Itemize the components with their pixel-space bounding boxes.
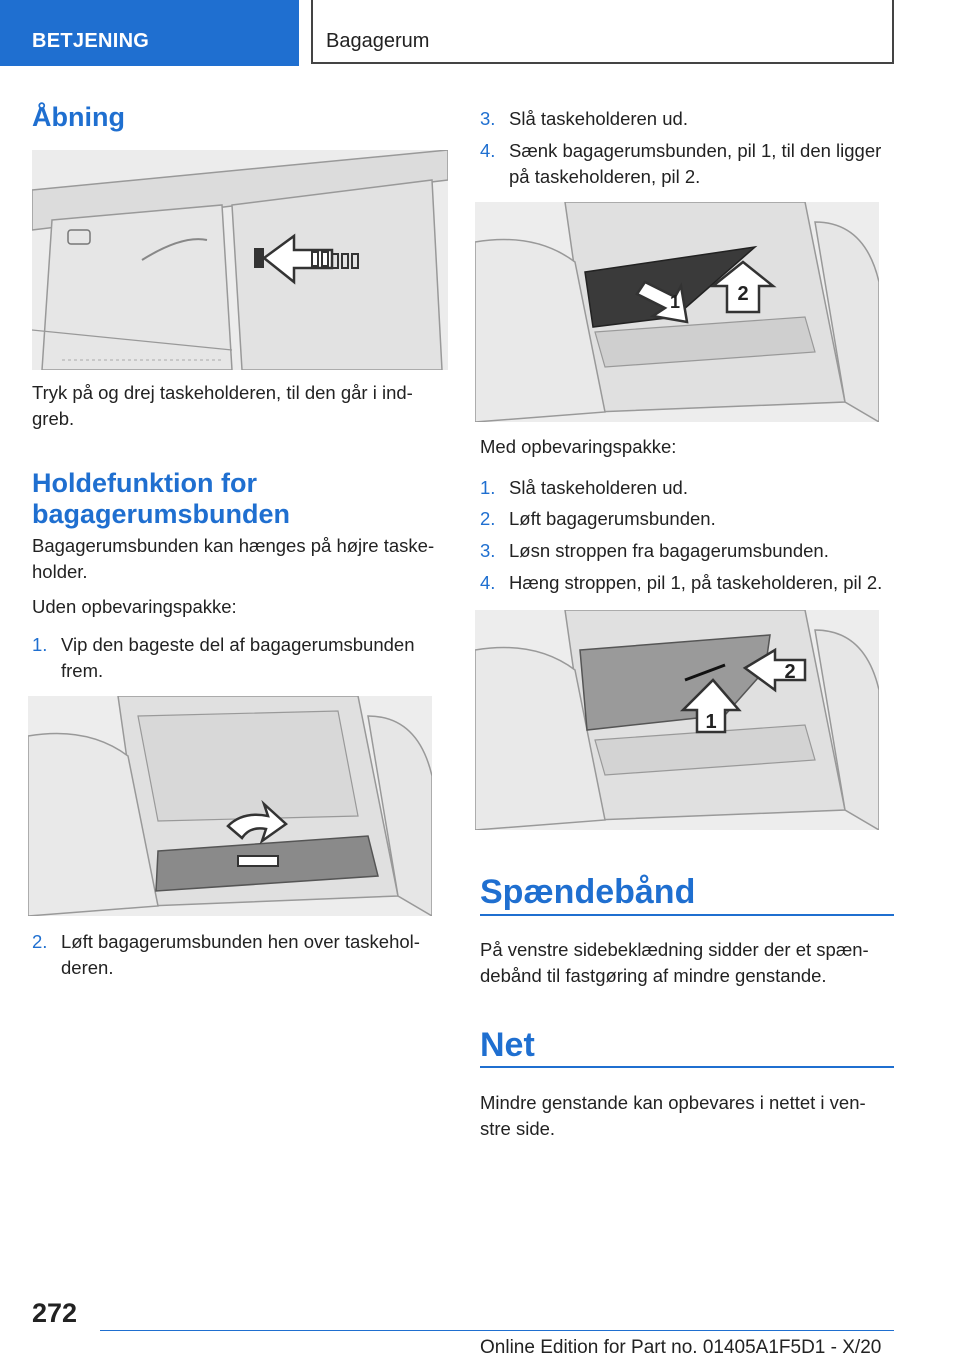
figure-callout-1: 1 — [669, 292, 681, 312]
illustration-trunk-floor-lowered — [475, 202, 879, 422]
step-number: 2. — [480, 508, 496, 529]
heading-underline — [480, 1066, 894, 1068]
heading-hold-function — [32, 468, 290, 530]
heading-open: Åbning — [32, 102, 125, 132]
heading-net: Net — [480, 1026, 535, 1064]
illustration-trunk-strap — [475, 610, 879, 830]
figure-bag-holder-open — [32, 150, 448, 370]
step-number: 1. — [32, 634, 48, 655]
paragraph-open-instructions — [32, 380, 452, 432]
paragraph-net — [480, 1090, 900, 1142]
paragraph-line: holder. — [32, 561, 88, 582]
step-text: Løsn stroppen fra bagagerumsbunden. — [509, 540, 829, 561]
step-number: 3. — [480, 108, 496, 129]
illustration-trunk-side-panel — [32, 150, 448, 370]
step-line: deren. — [61, 957, 114, 978]
step-text: Hæng stroppen, pil 1, på taskeholderen, pil 2. — [509, 572, 883, 593]
step-text — [61, 929, 451, 981]
figure-hang-strap — [475, 610, 879, 830]
step-line: frem. — [61, 660, 104, 681]
footer-divider — [100, 1330, 894, 1331]
step-text — [61, 632, 451, 684]
heading-underline — [480, 914, 894, 916]
heading-line: Holdefunktion for — [32, 468, 257, 498]
step-number: 3. — [480, 540, 496, 561]
figure-lower-floor — [475, 202, 879, 422]
paragraph-line: Mindre genstande kan opbevares i nettet i ven- — [480, 1092, 866, 1113]
paragraph-hold-description — [32, 533, 452, 585]
paragraph-line: stre side. — [480, 1118, 556, 1139]
paragraph-with-package: Med opbevaringspakke: — [480, 436, 677, 457]
figure-tilt-floor — [28, 696, 432, 916]
header-chapter-label: Bagagerum — [326, 30, 430, 52]
step-line: på taskeholderen, pil 2. — [509, 166, 701, 187]
step-text: Løft bagagerumsbunden. — [509, 508, 716, 529]
paragraph-without-package: Uden opbevaringspakke: — [32, 596, 237, 617]
page-number: 272 — [32, 1298, 78, 1328]
step-number: 4. — [480, 140, 496, 161]
paragraph-line: På venstre sidebeklædning sidder der et spæn- — [480, 939, 869, 960]
paragraph-strap — [480, 937, 900, 989]
step-text: Slå taskeholderen ud. — [509, 108, 688, 129]
heading-line: bagagerumsbunden — [32, 499, 291, 529]
paragraph-line: Tryk på og drej taskeholderen, til den går i ind- — [32, 382, 413, 403]
figure-callout-1: 1 — [705, 711, 717, 733]
step-line: Løft bagagerumsbunden hen over taskehol- — [61, 931, 420, 952]
header-section-tab — [0, 0, 299, 66]
step-number: 1. — [480, 477, 496, 498]
step-text: Slå taskeholderen ud. — [509, 477, 688, 498]
step-line: Sænk bagagerumsbunden, pil 1, til den ligger — [509, 140, 882, 161]
step-number: 2. — [32, 931, 48, 952]
header-chapter-box — [311, 0, 894, 64]
footer-edition: Online Edition for Part no. 01405A1F5D1 - X/20 — [480, 1337, 882, 1358]
header-section-label: BETJENING — [32, 30, 150, 52]
paragraph-line: greb. — [32, 408, 75, 429]
heading-strap: Spændebånd — [480, 873, 696, 911]
step-text — [509, 138, 899, 190]
paragraph-line: debånd til fastgøring af mindre genstande. — [480, 965, 827, 986]
step-number: 4. — [480, 572, 496, 593]
figure-callout-2: 2 — [737, 283, 749, 305]
illustration-trunk-floor-tilt — [28, 696, 432, 916]
step-line: Vip den bageste del af bagagerumsbunden — [61, 634, 415, 655]
figure-callout-2: 2 — [784, 661, 796, 683]
paragraph-line: Bagagerumsbunden kan hænges på højre taske- — [32, 535, 435, 556]
